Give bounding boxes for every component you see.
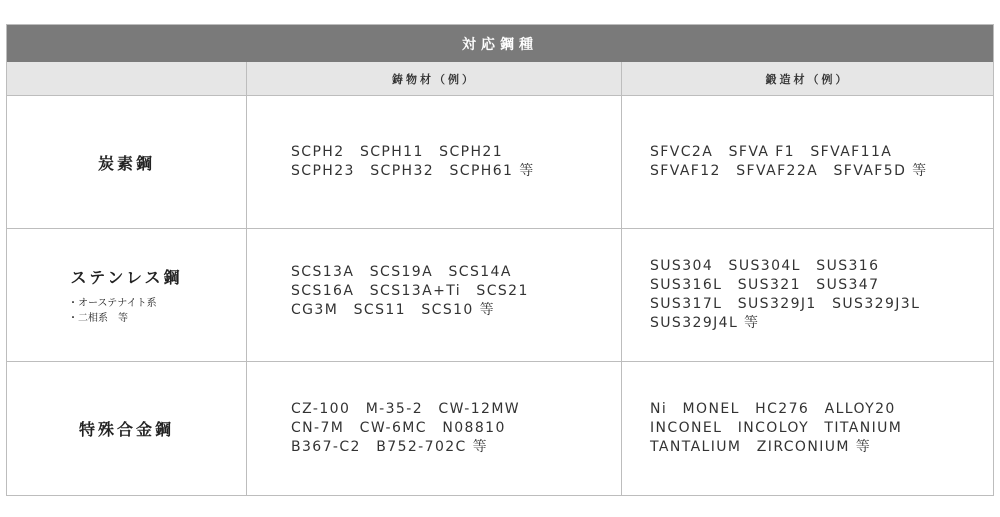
row-label-special-alloy-steel [7, 362, 246, 495]
value-line: TANTALIUM ZIRCONIUM 等 [650, 439, 872, 455]
row-sublabels [68, 296, 157, 326]
value-line: CN-7M CW-6MC N08810 [291, 420, 506, 436]
cast-values-stainless-steel [291, 229, 529, 361]
value-line: INCONEL INCOLOY TITANIUM [650, 420, 903, 436]
value-line: SCPH23 SCPH32 SCPH61 等 [291, 163, 535, 179]
row-sublabel: ・二相系 等 [68, 312, 128, 324]
row-sublabel: ・オーステナイト系 [68, 297, 157, 309]
value-line: SUS317L SUS329J1 SUS329J3L [650, 296, 921, 312]
value-line: SCPH2 SCPH11 SCPH21 [291, 144, 504, 160]
header-row [7, 62, 993, 96]
row-label-text: ステンレス鋼 [70, 267, 183, 287]
cast-values-special-alloy-steel [291, 362, 520, 495]
row-label-stainless-steel [7, 229, 246, 361]
row-label-text: 特殊合金鋼 [78, 420, 174, 439]
column-divider [246, 62, 247, 495]
forged-values-carbon-steel [650, 96, 928, 228]
value-line: SFVC2A SFVA F1 SFVAF11A [650, 144, 893, 160]
value-line: B367-C2 B752-702C 等 [291, 439, 488, 455]
steel-grade-table [6, 24, 994, 496]
value-line: SUS304 SUS304L SUS316 [650, 258, 880, 274]
value-line: SUS316L SUS321 SUS347 [650, 277, 880, 293]
value-line: Ni MONEL HC276 ALLOY20 [650, 401, 896, 417]
value-line: SCS13A SCS19A SCS14A [291, 264, 512, 280]
row-label-text: 炭素鋼 [97, 153, 155, 173]
forged-values-stainless-steel [650, 229, 920, 361]
value-line: CG3M SCS11 SCS10 等 [291, 302, 495, 318]
cast-values-carbon-steel [291, 96, 535, 228]
column-divider [621, 62, 622, 495]
row-label-carbon-steel [7, 96, 246, 228]
forged-values-special-alloy-steel [650, 362, 902, 495]
value-line: CZ-100 M-35-2 CW-12MW [291, 401, 521, 417]
value-line: SUS329J4L 等 [650, 315, 760, 331]
header-cast: 鋳物材（例） [392, 72, 476, 86]
value-line: SCS16A SCS13A+Ti SCS21 [291, 283, 529, 299]
value-line: SFVAF12 SFVAF22A SFVAF5D 等 [650, 163, 928, 179]
header-forged: 鍛造材（例） [765, 72, 850, 86]
table-title: 対応鋼種 [7, 25, 993, 62]
